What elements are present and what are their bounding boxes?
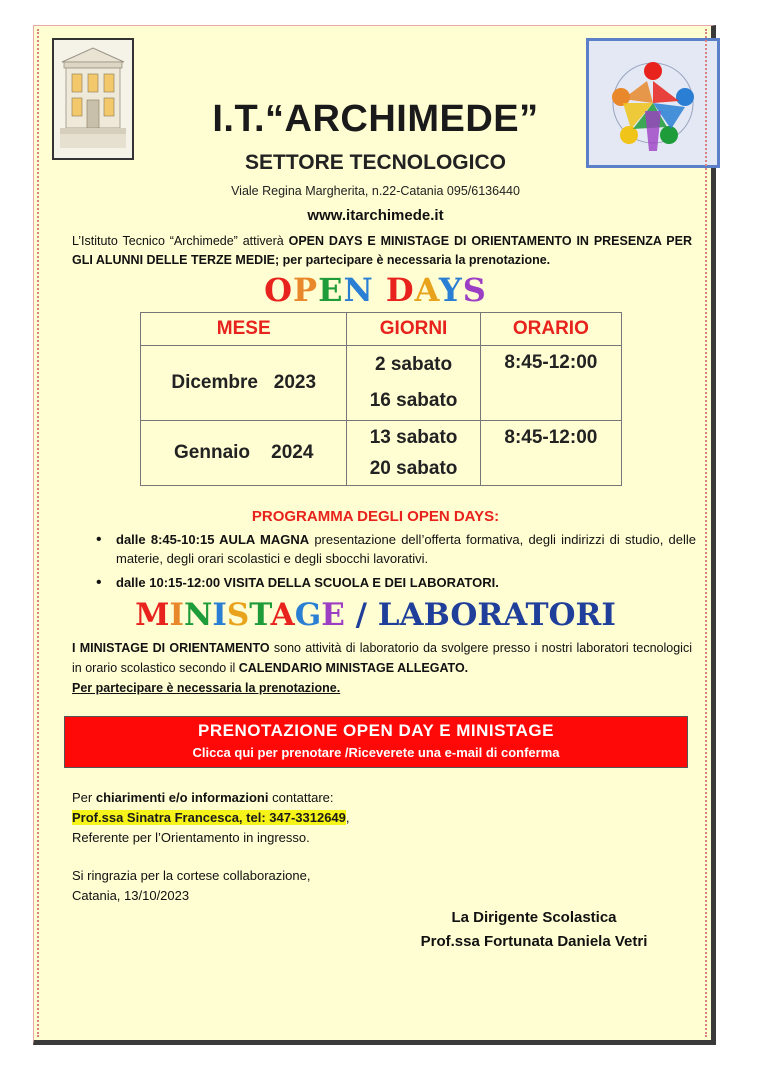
heading-letter: S <box>226 597 250 633</box>
heading-letter <box>374 271 386 309</box>
ministage-paragraph <box>72 638 692 698</box>
heading-letter: G <box>294 597 322 633</box>
ministage-heading <box>34 597 717 633</box>
heading-letter: E <box>321 597 345 633</box>
signature-role: La Dirigente Scolastica <box>451 909 617 926</box>
contact-person-line <box>72 808 350 828</box>
contact-person: Prof.ssa Sinatra Francesca, tel: 347-3312649 <box>72 810 346 825</box>
heading-letter: S <box>462 271 487 309</box>
heading-letter: N <box>184 597 213 633</box>
open-days-schedule-table <box>140 312 622 486</box>
heading-letter: M <box>135 597 170 633</box>
contact-comma: , <box>345 810 350 825</box>
cell-giorni <box>347 421 480 486</box>
intro-mid: ; <box>275 253 283 267</box>
signature-block <box>374 906 694 954</box>
thanks-line: Si ringrazia per la cortese collaborazione, <box>72 868 311 883</box>
program-item-bold: dalle 10:15-12:00 VISITA DELLA SCUOLA E DEI LABORATORI. <box>116 575 499 590</box>
heading-letter: I <box>212 597 227 633</box>
ministage-note: Per partecipare è necessaria la prenotazione. <box>72 681 341 695</box>
cell-mese: Gennaio 2024 <box>141 421 347 486</box>
contact-role: Referente per l’Orientamento in ingresso. <box>72 830 310 845</box>
program-list <box>96 530 696 597</box>
heading-letter: A <box>270 597 295 633</box>
ministage-lead: I MINISTAGE DI ORIENTAMENTO <box>72 641 270 655</box>
school-title: I.T.“ARCHIMEDE” <box>212 98 539 140</box>
column-header-giorni: GIORNI <box>347 313 480 346</box>
program-item-bold: dalle 8:45-10:15 AULA MAGNA <box>116 532 310 547</box>
cell-giorni <box>347 346 480 421</box>
giorno-item: 2 sabato <box>375 354 453 375</box>
giorno-item: 13 sabato <box>369 427 458 448</box>
ministage-text: sono attività di laboratorio da svolgere presso i nostri laboratori tecnologici in orario scolastico secondo il <box>72 641 692 675</box>
place-date: Catania, 13/10/2023 <box>72 888 190 903</box>
contact-block <box>72 788 350 848</box>
cell-orario: 8:45-12:00 <box>480 346 621 421</box>
open-days-heading <box>34 271 717 309</box>
contact-pre: Per <box>72 790 96 805</box>
heading-letter: T <box>249 597 271 633</box>
giorno-item: 20 sabato <box>369 458 458 479</box>
heading-letter: E <box>318 271 344 309</box>
booking-banner[interactable] <box>64 716 688 768</box>
ministage-calendar: CALENDARIO MINISTAGE ALLEGATO. <box>238 661 469 675</box>
intro-paragraph <box>72 232 692 270</box>
contact-bold: chiarimenti e/o informazioni <box>95 790 269 805</box>
signature-name: Prof.ssa Fortunata Daniela Vetri <box>420 933 648 950</box>
heading-letter: O <box>264 271 294 309</box>
booking-link[interactable]: Clicca qui per prenotare /Riceverete una e-mail di conferma <box>192 745 560 760</box>
intro-bold: OPEN DAYS E MINISTAGE DI ORIENTAMENTO IN PRESENZA PER GLI ALUNNI DELLE TERZE MEDIE <box>72 234 692 267</box>
giorno-item: 16 sabato <box>369 390 458 411</box>
intro-lead: L’Istituto Tecnico “Archimede” attiverà <box>72 234 289 248</box>
heading-letter: Y <box>438 271 463 309</box>
school-address: Viale Regina Margherita, n.22-Catania 095/6136440 <box>231 184 520 198</box>
table-header-row <box>141 313 622 346</box>
heading-letter: P <box>293 271 319 309</box>
heading-letter: N <box>343 271 374 309</box>
cell-orario: 8:45-12:00 <box>480 421 621 486</box>
heading-letter: A <box>414 271 439 309</box>
website-link[interactable]: www.itarchimede.it <box>307 207 444 224</box>
program-title: PROGRAMMA DEGLI OPEN DAYS: <box>251 508 500 525</box>
cell-mese: Dicembre 2023 <box>141 346 347 421</box>
table-row <box>141 346 622 421</box>
column-header-mese: MESE <box>141 313 347 346</box>
list-item <box>96 573 696 592</box>
list-item <box>96 530 696 568</box>
program-item-text: presentazione dell’offerta formativa, degli indirizzi di studio, delle materie, degli orari scolastici e degli sbocchi lavorativi. <box>116 532 696 566</box>
school-subtitle: SETTORE TECNOLOGICO <box>245 151 506 174</box>
contact-post: contattare: <box>268 790 334 805</box>
flyer-page <box>33 25 716 1045</box>
heading-letter: I <box>169 597 185 633</box>
heading-letter: D <box>385 271 415 309</box>
closing-block <box>72 866 310 906</box>
contact-line <box>72 788 350 808</box>
intro-tail: per partecipare è necessaria la prenotazione. <box>282 253 551 267</box>
table-row <box>141 421 622 486</box>
laboratori-word: / LABORATORI <box>344 597 616 633</box>
ministage-word <box>135 597 345 633</box>
booking-title[interactable]: PRENOTAZIONE OPEN DAY E MINISTAGE <box>198 721 554 740</box>
column-header-orario: ORARIO <box>480 313 621 346</box>
